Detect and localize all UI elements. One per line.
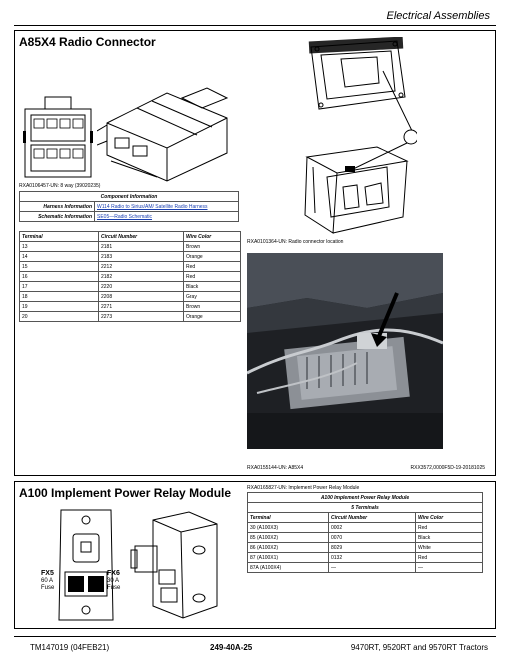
fuse-fx5-type: Fuse	[41, 585, 55, 591]
cell: Red	[184, 272, 241, 282]
relay-title: A100 Implement Power Relay Module	[19, 486, 232, 500]
table-row	[248, 533, 483, 543]
cell: 2220	[99, 282, 184, 292]
component-info-table	[19, 191, 239, 222]
connector-panel	[14, 30, 496, 476]
table-row	[248, 543, 483, 553]
component-info-title: Component Information	[20, 192, 239, 202]
relay-panel	[14, 481, 496, 629]
photo-reference: RXX3572,0000F5D-19-20181025	[410, 465, 485, 471]
photo-caption: RXA0155144-UN: A85X4	[247, 465, 304, 471]
table-row	[248, 523, 483, 533]
relay-caption: RXA0165827-UN: Implement Power Relay Module	[247, 485, 360, 491]
cell: 15	[20, 262, 99, 272]
pin-table	[19, 231, 241, 322]
cell: 8029	[329, 543, 416, 553]
cell: 2208	[99, 292, 184, 302]
harness-link[interactable]: W114 Radio to Sirius/AM/ Satellite Radio Harness	[97, 203, 208, 210]
relay-side-drawing	[129, 510, 221, 622]
table-row	[20, 252, 241, 262]
cell: 86 (A100X2)	[248, 543, 329, 553]
col-terminal: Terminal	[248, 513, 329, 523]
table-row	[20, 242, 241, 252]
relay-table-title: A100 Implement Power Relay Module	[248, 493, 483, 503]
connector-figure-caption: RXA0106457-UN: 8 way (39020235)	[19, 183, 101, 189]
cell: 16	[20, 272, 99, 282]
cell: 87A (A100X4)	[248, 563, 329, 573]
relay-front-drawing	[51, 506, 121, 624]
fuse-fx5-rating: 60 A	[41, 578, 54, 584]
location-caption: RXA0101364-UN: Radio connector location	[247, 239, 344, 245]
col-color: Wire Color	[184, 232, 241, 242]
cell: 2271	[99, 302, 184, 312]
cell: —	[329, 563, 416, 573]
schematic-link[interactable]: SE05—Radio Schematic	[97, 213, 153, 220]
footer-doc-id: TM147019 (04FEB21)	[30, 643, 110, 652]
table-row	[20, 292, 241, 302]
cell: 0132	[329, 553, 416, 563]
table-row	[20, 302, 241, 312]
cell: 20	[20, 312, 99, 322]
footer-page-number: 249-40A-25	[210, 643, 253, 652]
cell: Red	[416, 553, 483, 563]
cell: 85 (A100X2)	[248, 533, 329, 543]
connector-isometric-drawing	[97, 73, 237, 185]
cell: 18	[20, 292, 99, 302]
table-row	[248, 553, 483, 563]
fuse-fx6-rating: 30 A	[107, 578, 120, 584]
connector-photo-image	[247, 253, 443, 449]
col-circuit: Circuit Number	[99, 232, 184, 242]
table-row	[20, 272, 241, 282]
cell: 87 (A100X1)	[248, 553, 329, 563]
cell: 30 (A100X3)	[248, 523, 329, 533]
cab-location-drawing	[297, 37, 417, 237]
table-row	[20, 262, 241, 272]
cell: Orange	[184, 312, 241, 322]
connector-title: A85X4 Radio Connector	[19, 35, 156, 49]
table-row	[248, 563, 483, 573]
table-row	[20, 312, 241, 322]
col-circuit: Circuit Number	[329, 513, 416, 523]
connector-photo	[247, 253, 443, 449]
cell: White	[416, 543, 483, 553]
header-rule	[14, 25, 496, 26]
cell: 0002	[329, 523, 416, 533]
schematic-label: Schematic Information	[20, 212, 95, 222]
harness-label: Harness Information	[20, 202, 95, 212]
cell: 2212	[99, 262, 184, 272]
cell: 2181	[99, 242, 184, 252]
relay-terminal-count: 5 Terminals	[248, 503, 483, 513]
footer-rule	[14, 636, 496, 637]
cell: 14	[20, 252, 99, 262]
fuse-fx5-name: FX5	[41, 570, 54, 577]
cell: 2183	[99, 252, 184, 262]
table-row	[20, 202, 239, 212]
cell: 2182	[99, 272, 184, 282]
col-color: Wire Color	[416, 513, 483, 523]
cell: Orange	[184, 252, 241, 262]
fuse-fx6-name: FX6	[107, 570, 120, 577]
relay-table	[247, 492, 483, 573]
cell: Black	[416, 533, 483, 543]
cell: Black	[184, 282, 241, 292]
col-terminal: Terminal	[20, 232, 99, 242]
cell: —	[416, 563, 483, 573]
cell: 19	[20, 302, 99, 312]
cell: Red	[416, 523, 483, 533]
cell: 0070	[329, 533, 416, 543]
cell: Brown	[184, 242, 241, 252]
table-row	[20, 212, 239, 222]
footer-models: 9470RT, 9520RT and 9570RT Tractors	[350, 643, 488, 652]
cell: 17	[20, 282, 99, 292]
cell: Brown	[184, 302, 241, 312]
connector-face-drawing	[23, 91, 93, 186]
cell: 2273	[99, 312, 184, 322]
cell: Red	[184, 262, 241, 272]
cell: Gray	[184, 292, 241, 302]
table-row	[20, 282, 241, 292]
fuse-fx6-type: Fuse	[107, 585, 121, 591]
section-title: Electrical Assemblies	[386, 10, 490, 22]
cell: 13	[20, 242, 99, 252]
